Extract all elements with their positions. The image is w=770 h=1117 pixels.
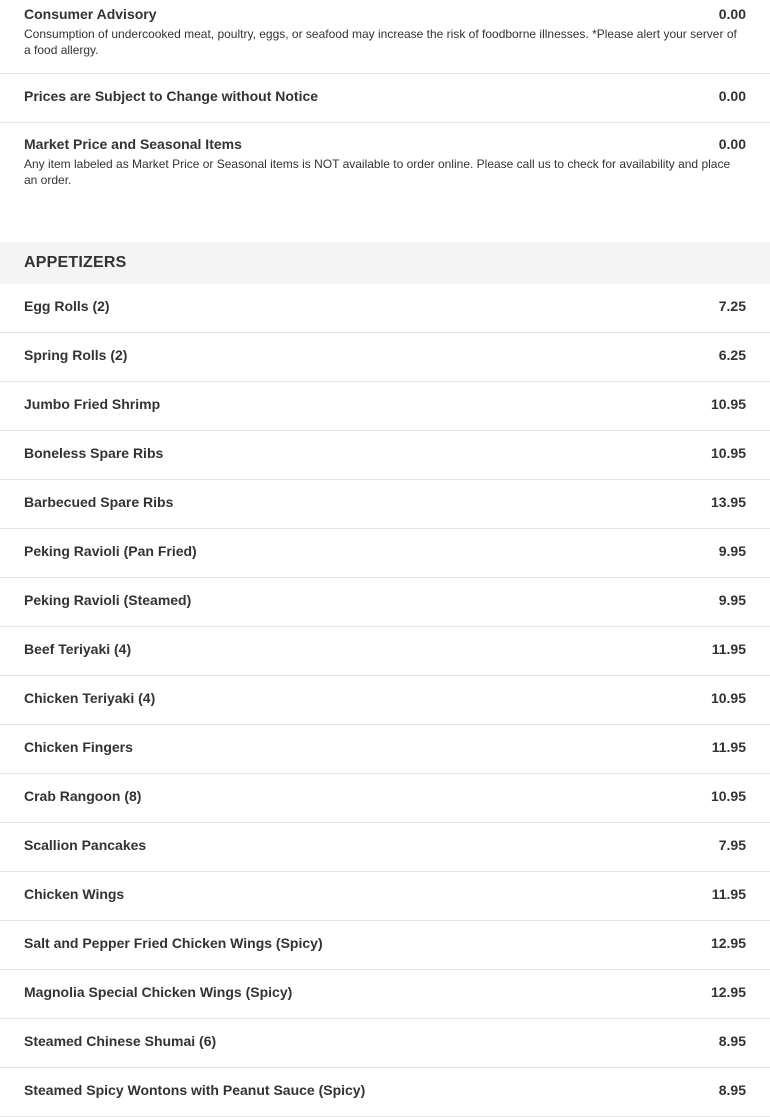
menu-item[interactable] xyxy=(0,284,770,333)
item-row xyxy=(24,543,746,559)
item-price: 10.95 xyxy=(710,690,746,706)
item-price: 9.95 xyxy=(718,543,746,559)
item-name: Chicken Fingers xyxy=(24,739,133,755)
menu-item[interactable] xyxy=(0,774,770,823)
item-name: Boneless Spare Ribs xyxy=(24,445,164,461)
item-name: Steamed Chinese Shumai (6) xyxy=(24,1033,217,1049)
menu-item[interactable] xyxy=(0,823,770,872)
menu-item-market-price[interactable] xyxy=(0,123,770,242)
section-header-appetizers: APPETIZERS xyxy=(0,242,770,284)
item-row xyxy=(24,494,746,510)
item-price: 6.25 xyxy=(718,347,746,363)
menu-item[interactable] xyxy=(0,872,770,921)
item-price: 11.95 xyxy=(711,886,746,902)
menu-item[interactable] xyxy=(0,480,770,529)
item-name: Peking Ravioli (Steamed) xyxy=(24,592,192,608)
menu-item[interactable] xyxy=(0,1019,770,1068)
item-name: Salt and Pepper Fried Chicken Wings (Spicy) xyxy=(24,935,323,951)
menu-item-prices-notice[interactable] xyxy=(0,74,770,123)
item-name: Scallion Pancakes xyxy=(24,837,147,853)
item-name: Egg Rolls (2) xyxy=(24,298,110,314)
item-price: 8.95 xyxy=(718,1082,746,1098)
item-price: 7.25 xyxy=(718,298,746,314)
menu-item[interactable] xyxy=(0,578,770,627)
item-row xyxy=(24,690,746,706)
item-price: 9.95 xyxy=(718,592,746,608)
item-price: 0.00 xyxy=(718,136,746,152)
item-price: 13.95 xyxy=(710,494,746,510)
item-price: 10.95 xyxy=(710,788,746,804)
menu-item[interactable] xyxy=(0,333,770,382)
item-row xyxy=(24,788,746,804)
item-name: Beef Teriyaki (4) xyxy=(24,641,132,657)
item-row xyxy=(24,136,746,152)
item-description: Consumption of undercooked meat, poultry, eggs, or seafood may increase the risk of foodborne illnesses. *Please alert your server of a food allergy. xyxy=(24,27,737,57)
item-price: 10.95 xyxy=(710,445,746,461)
item-row xyxy=(24,1082,746,1098)
item-row xyxy=(24,739,746,755)
item-name: Peking Ravioli (Pan Fried) xyxy=(24,543,197,559)
item-price: 7.95 xyxy=(718,837,746,853)
menu-item[interactable] xyxy=(0,970,770,1019)
menu-item[interactable] xyxy=(0,1068,770,1117)
item-name: Magnolia Special Chicken Wings (Spicy) xyxy=(24,984,293,1000)
menu-item[interactable] xyxy=(0,676,770,725)
item-price: 11.95 xyxy=(711,739,746,755)
item-row xyxy=(24,298,746,314)
item-price: 8.95 xyxy=(718,1033,746,1049)
item-row xyxy=(24,641,746,657)
menu-item[interactable] xyxy=(0,627,770,676)
item-name: Chicken Teriyaki (4) xyxy=(24,690,156,706)
item-price: 12.95 xyxy=(710,984,746,1000)
item-row xyxy=(24,445,746,461)
menu-item-consumer-advisory[interactable] xyxy=(0,0,770,74)
item-name: Consumer Advisory xyxy=(24,6,157,22)
item-row xyxy=(24,935,746,951)
item-name: Prices are Subject to Change without Notice xyxy=(24,88,319,104)
menu-item[interactable] xyxy=(0,431,770,480)
item-row xyxy=(24,886,746,902)
item-row xyxy=(24,1033,746,1049)
item-price: 12.95 xyxy=(710,935,746,951)
item-row xyxy=(24,984,746,1000)
item-name: Market Price and Seasonal Items xyxy=(24,136,242,152)
item-row xyxy=(24,6,746,22)
item-row xyxy=(24,396,746,412)
item-price: 0.00 xyxy=(718,88,746,104)
item-price: 11.95 xyxy=(711,641,746,657)
menu-item[interactable] xyxy=(0,529,770,578)
item-name: Spring Rolls (2) xyxy=(24,347,128,363)
menu-item[interactable] xyxy=(0,725,770,774)
item-name: Chicken Wings xyxy=(24,886,125,902)
appetizer-list xyxy=(0,284,770,1117)
item-name: Barbecued Spare Ribs xyxy=(24,494,174,510)
item-row xyxy=(24,592,746,608)
item-description: Any item labeled as Market Price or Seasonal items is NOT available to order online. Please call us to check for availability and place an order. xyxy=(24,157,731,187)
item-row xyxy=(24,347,746,363)
item-price: 0.00 xyxy=(718,6,746,22)
menu-item[interactable] xyxy=(0,382,770,431)
item-name: Steamed Spicy Wontons with Peanut Sauce (Spicy) xyxy=(24,1082,366,1098)
item-row xyxy=(24,88,746,104)
item-row xyxy=(24,837,746,853)
menu-item[interactable] xyxy=(0,921,770,970)
item-name: Jumbo Fried Shrimp xyxy=(24,396,161,412)
item-name: Crab Rangoon (8) xyxy=(24,788,142,804)
item-price: 10.95 xyxy=(710,396,746,412)
